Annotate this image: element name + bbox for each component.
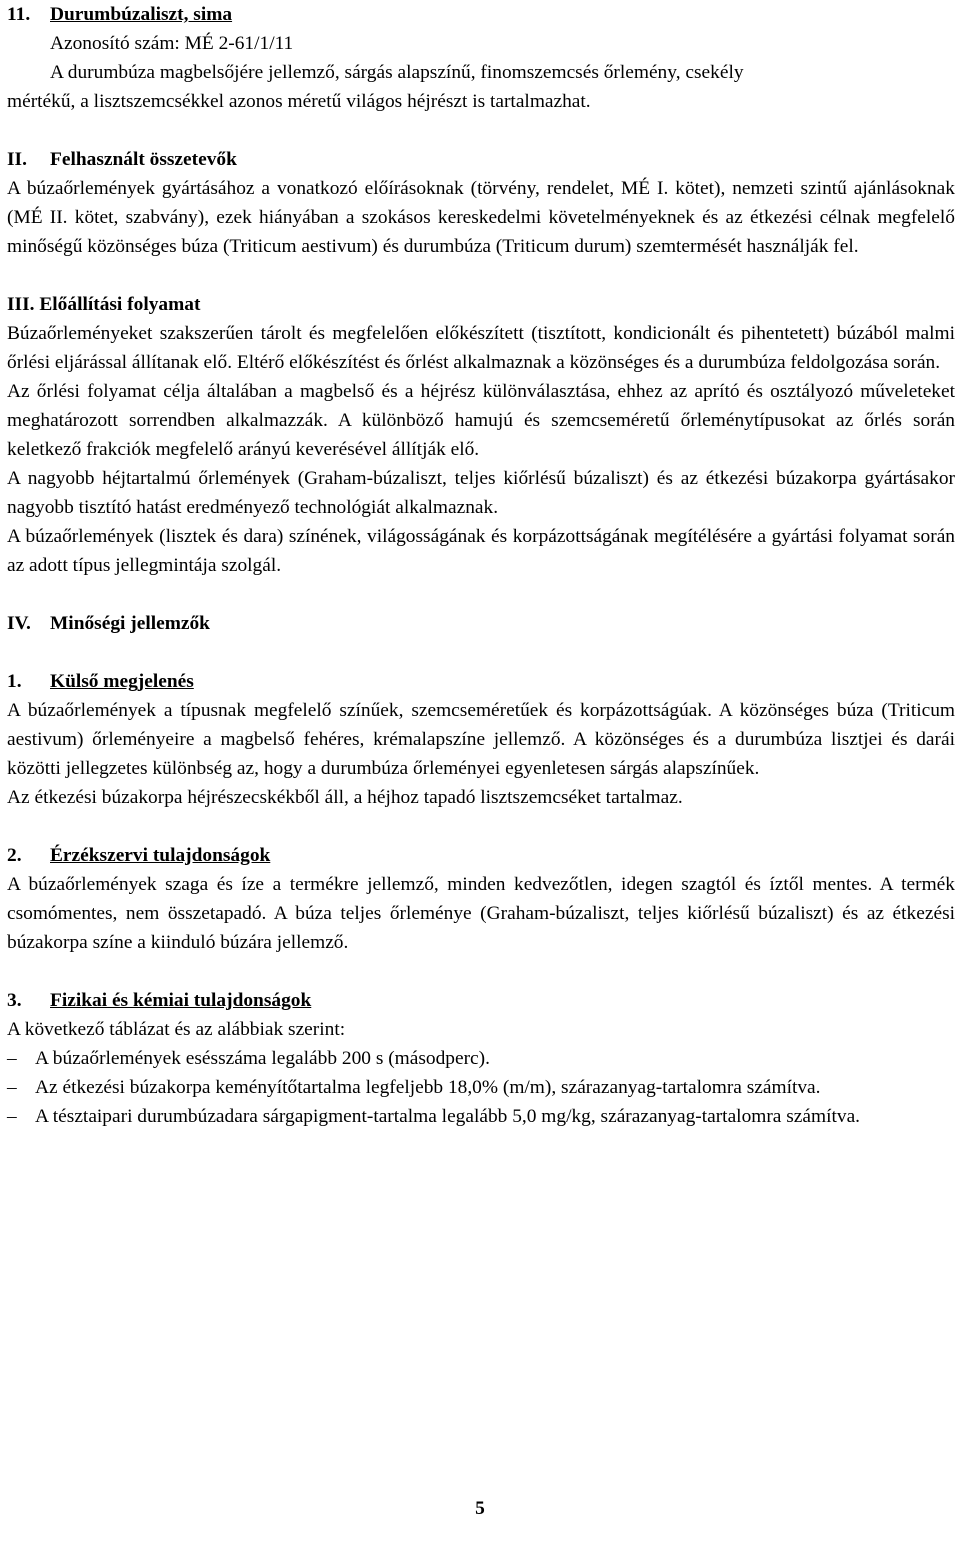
section-title: Előállítási folyamat (39, 294, 201, 315)
process-paragraph-1: Búzaőrleményeket szakszerűen tárolt és megfelelően előkészített (tisztított, kondicionált és pihentetett) búzából malmi őrlési eljárással állítanak elő. Eltérő előkészítést és őrlést alkalmaznak a közönséges és a durumbúza feldolgozása során. (7, 323, 955, 373)
dash-marker: – (7, 1048, 17, 1069)
page-number: 5 (475, 1498, 485, 1519)
ingredients-paragraph: A búzaőrlemények gyártásához a vonatkozó előírásoknak (törvény, rendelet, MÉ I. kötet), nemzeti szintű ajánlásoknak (MÉ II. kötet, szabvány), ezek hiányában a szokásos kereskedelmi követelményeknek és az étkezési célnak megfelelő minőségű közönséges búza (Triticum aestivum) és durumbúza (Triticum durum) szemtermését használják fel. (7, 178, 955, 257)
section-title: Felhasznált összetevők (50, 149, 237, 170)
section-number: IV. (7, 613, 31, 634)
section-title: Durumbúzaliszt, sima (50, 4, 233, 25)
list-item (7, 1073, 955, 1102)
section-number: II. (7, 149, 27, 170)
section-11-heading (7, 0, 955, 29)
process-paragraph-2: Az őrlési folyamat célja általában a magbelső és a héjrész különválasztása, ehhez az aprító és osztályozó műveleteket meghatározott sorrendben alkalmazzák. A különböző hamujú és szemcseméretű őrleménytípusokat az őrlés során keletkező frakciók megfelelő arányú keverésével állítják elő. (7, 381, 955, 460)
list-item-text: A búzaőrlemények esésszáma legalább 200 s (másodperc). (35, 1048, 490, 1069)
section-2-heading (7, 145, 955, 174)
sensory-paragraph: A búzaőrlemények szaga és íze a termékre jellemző, minden kedvezőtlen, idegen szagtól és íztől mentes. A termék csomómentes, nem összetapadó. A búza teljes őrleménye (Graham-búzaliszt, teljes kiőrlésű búzaliszt) és az étkezési búzakorpa színe a kiinduló búzára jellemző. (7, 874, 955, 953)
physchem-intro: A következő táblázat és az alábbiak szerint: (7, 1019, 346, 1040)
appearance-paragraph-1: A búzaőrlemények a típusnak megfelelő színűek, szemcseméretűek és korpázottságúak. A közönséges búza (Triticum aestivum) őrleményeire a magbelső fehéres, krémalapszíne jellemző. A közönséges és a durumbúza lisztjei és darái közötti jellegzetes különbség az, hogy a durumbúza őrleményei egyenletesen sárgás alapszínűek. (7, 700, 955, 779)
subsection-number: 3. (7, 990, 22, 1011)
list-item-text: A tésztaipari durumbúzadara sárgapigment-tartalma legalább 5,0 mg/kg, szárazanyag-tartalomra számítva. (35, 1106, 861, 1127)
list-item (7, 1044, 955, 1073)
appearance-paragraph-2: Az étkezési búzakorpa héjrészecskékből áll, a héjhoz tapadó lisztszemcséket tartalmaz. (7, 787, 683, 808)
section-3-heading (7, 290, 955, 319)
subsection-number: 1. (7, 671, 22, 692)
dash-marker: – (7, 1077, 17, 1098)
subsection-2-heading (7, 841, 955, 870)
description-line-1-text: A durumbúza magbelsőjére jellemző, sárgás alapszínű, finomszemcsés őrlemény, csekély (50, 62, 744, 83)
section-title: Minőségi jellemzők (50, 613, 210, 634)
subsection-1-heading (7, 667, 955, 696)
document-page (7, 0, 955, 1131)
section-number: 11. (7, 4, 31, 25)
list-item (7, 1102, 955, 1131)
section-4-heading (7, 609, 955, 638)
subsection-title: Fizikai és kémiai tulajdonságok (50, 990, 312, 1011)
description-line-2: mértékű, a lisztszemcsékkel azonos méretű világos héjrészt is tartalmazhat. (7, 91, 591, 112)
process-paragraph-3: A nagyobb héjtartalmú őrlemények (Graham-búzaliszt, teljes kiőrlésű búzaliszt) és az étkezési búzakorpa gyártásakor nagyobb tisztító hatást eredményező technológiát alkalmaznak. (7, 468, 955, 518)
section-number: III. (7, 294, 35, 315)
subsection-number: 2. (7, 845, 22, 866)
process-paragraph-4: A búzaőrlemények (lisztek és dara) színének, világosságának és korpázottságának megítélésére a gyártási folyamat során az adott típus jellegmintája szolgál. (7, 526, 955, 576)
subsection-title: Külső megjelenés (50, 671, 194, 692)
dash-marker: – (7, 1106, 17, 1127)
subsection-3-heading (7, 986, 955, 1015)
id-line: Azonosító szám: MÉ 2-61/1/11 (50, 33, 294, 54)
subsection-title: Érzékszervi tulajdonságok (50, 845, 271, 866)
list-item-text: Az étkezési búzakorpa keményítőtartalma legfeljebb 18,0% (m/m), szárazanyag-tartalomra számítva. (35, 1077, 821, 1098)
description-line-1 (7, 58, 955, 87)
